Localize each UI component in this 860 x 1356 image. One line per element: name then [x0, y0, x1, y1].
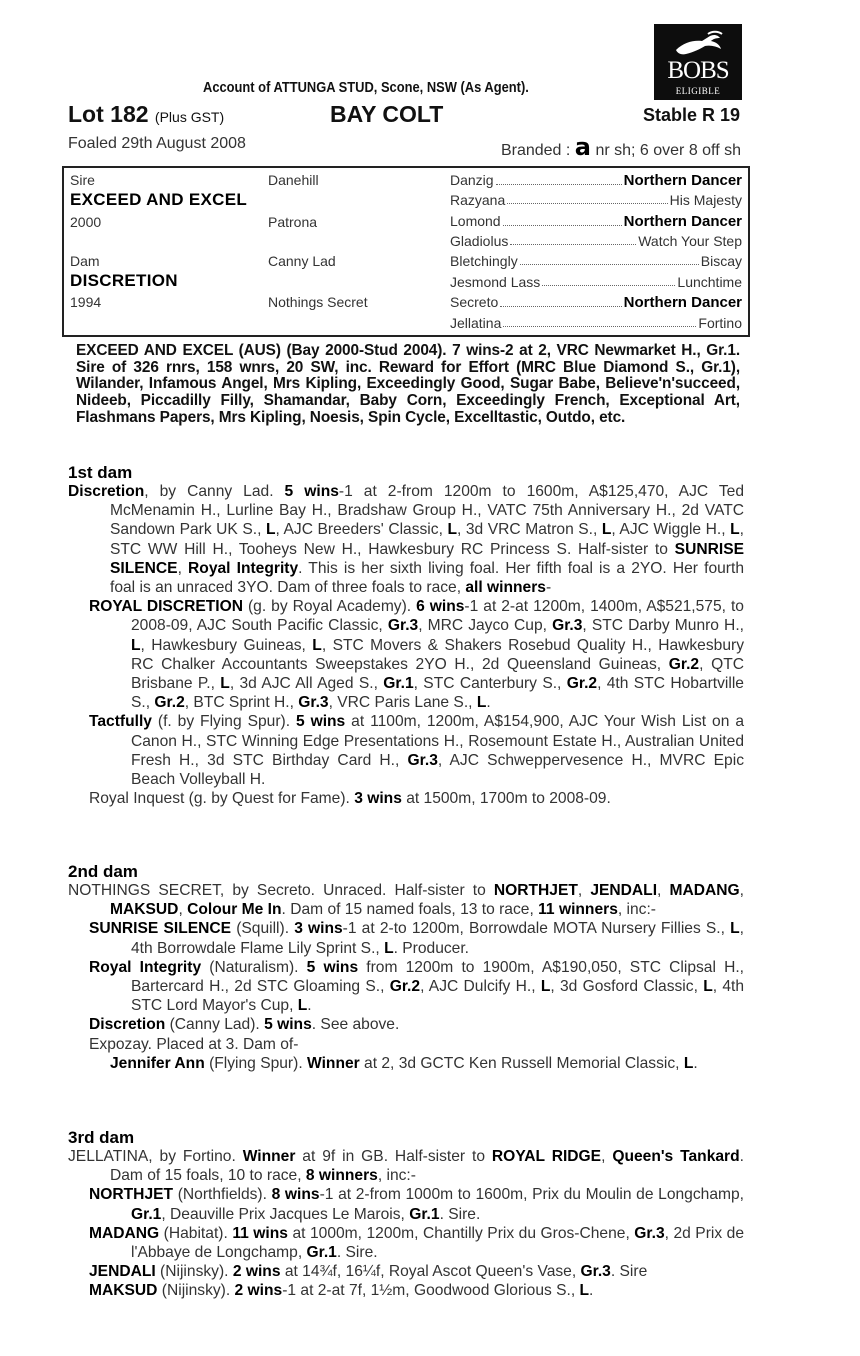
pedigree-table: [62, 166, 750, 337]
pedigree-gen3-row: [450, 233, 742, 249]
lot-number: [68, 101, 224, 128]
sire-label: Sire: [70, 172, 95, 188]
progeny-entry: Tactfully (f. by Flying Spur). 5 wins at 1100m, 1200m, A$154,900, AJC Your Wish List on a Canon H., STC Winning Edge Presentations H., Rosemount Estate H., Australian United Fresh H., 3d STC Birthday Card H., Gr.3, AJC Schweppervesence H., MVRC Epic Beach Volleyball H.: [89, 713, 744, 789]
section-heading: 2nd dam: [68, 862, 138, 881]
sire-name: EXCEED AND EXCEL: [70, 190, 248, 209]
gen3-left: Razyana: [450, 192, 506, 208]
progeny-entry: MADANG (Habitat). 11 wins at 1000m, 1200m, Chantilly Prix du Gros-Chene, Gr.3, 2d Prix de l'Abbaye de Longchamp, Gr.1. Sire.: [89, 1224, 745, 1262]
lot-gst-note: (Plus GST): [154, 109, 225, 125]
horse-head-icon: [672, 30, 724, 58]
dam-sire: Canny Lad: [268, 253, 336, 269]
horse-name: SUNRISE SILENCE: [89, 920, 232, 938]
horse-name: JENDALI: [89, 1263, 156, 1281]
dam-entry: Discretion, by Canny Lad. 5 wins-1 at 2-from 1200m to 1600m, A$125,470, AJC Ted McMenamin H., Lurline Bay H., Bradshaw Group H., VATC 75th Anniversary H., 2d VATC Sandown Park UK S., L, AJC Breeders' Classic, L, 3d VRC Matron S., L, AJC Wiggle H., L, STC WW Hill H., Tooheys New H., Hawkesbury RC Princess S. Half-sister to SUNRISE SILENCE, Royal Integrity. This is her sixth living foal. Her fifth foal is a 2YO. Her fourth foal is an unraced 3YO. Dam of three foals to race, all winners-: [68, 483, 744, 597]
gen3-right: Lunchtime: [677, 274, 742, 290]
progeny-entry: Discretion (Canny Lad). 5 wins. See above.: [89, 1016, 400, 1034]
gen3-left: Gladiolus: [450, 233, 509, 249]
progeny-entry: JENDALI (Nijinsky). 2 wins at 14¾f, 16¼f, Royal Ascot Queen's Vase, Gr.3. Sire: [89, 1263, 648, 1281]
progeny-entry: ROYAL DISCRETION (g. by Royal Academy). 6 wins-1 at 2-at 1200m, 1400m, A$521,575, to 2008-09, AJC South Pacific Classic, Gr.3, MRC Jayco Cup, Gr.3, STC Darby Munro H., L, Hawkesbury Guineas, L, STC Movers & Shakers Rosebud Quality H., Hawkesbury RC Chalker Accountants Sweepstakes 2YO H., 2d Queensland Guineas, Gr.2, QTC Brisbane P., L, 3d AJC All Aged S., Gr.1, STC Canterbury S., Gr.2, 4th STC Hobartville S., Gr.2, BTC Sprint H., Gr.3, VRC Paris Lane S., L.: [89, 598, 744, 712]
gen3-right: Watch Your Step: [638, 233, 742, 249]
gen3-left: Jellatina: [450, 315, 502, 331]
brand-glyph-icon: a: [574, 133, 591, 161]
gen3-right: Biscay: [700, 253, 742, 269]
third-dam-section: [68, 1128, 744, 1301]
horse-name: MADANG: [89, 1224, 160, 1242]
progeny-entry: Jennifer Ann (Flying Spur). Winner at 2, 3d GCTC Ken Russell Memorial Classic, L.: [110, 1054, 698, 1072]
pedigree-gen3-row: [450, 315, 742, 331]
lot-label: Lot 182: [68, 101, 149, 127]
sire-sire: Danehill: [268, 172, 319, 188]
progeny-entry: Royal Integrity (Naturalism). 5 wins from 1200m to 1900m, A$190,050, STC Clipsal H., Bartercard H., 2d STC Gloaming S., Gr.2, AJC Dulcify H., L, 3d Gosford Classic, L, 4th STC Lord Mayor's Cup, L.: [89, 958, 745, 1015]
stable-location: Stable R 19: [642, 105, 740, 125]
progeny-entry: Expozay. Placed at 3. Dam of-: [89, 1035, 299, 1053]
first-dam-section: [68, 463, 744, 808]
pedigree-gen3-row: [450, 274, 742, 290]
horse-name: Royal Integrity: [89, 958, 202, 976]
horse-description: BAY COLT: [330, 101, 444, 127]
logo-text-bobs: BOBS: [667, 57, 729, 84]
dam-label: Dam: [70, 253, 100, 269]
pedigree-gen3-row: [450, 192, 742, 208]
gen3-right: Northern Dancer: [623, 294, 742, 311]
dam-name: DISCRETION: [70, 271, 178, 290]
progeny-entry: NORTHJET (Northfields). 8 wins-1 at 2-from 1000m to 1600m, Prix du Moulin de Longchamp, Gr.1, Deauville Prix Jacques Le Marois, Gr.1. Sire.: [89, 1186, 744, 1223]
horse-name: Jennifer Ann: [110, 1054, 205, 1072]
progeny-entry: SUNRISE SILENCE (Squill). 3 wins-1 at 2-to 1200m, Borrowdale MOTA Nursery Fillies S., L, 4th Borrowdale Flame Lily Sprint S., L. Producer.: [89, 920, 744, 957]
dam-dam: Nothings Secret: [268, 294, 368, 310]
sire-dam: Patrona: [268, 214, 318, 230]
vendor-account: Account of ATTUNGA STUD, Scone, NSW (As Agent).: [203, 79, 529, 96]
gen3-left: Jesmond Lass: [450, 274, 541, 290]
dam-year: 1994: [70, 294, 102, 310]
section-heading: 1st dam: [68, 463, 133, 482]
sire-summary: EXCEED AND EXCEL (AUS) (Bay 2000-Stud 2004). 7 wins-2 at 2, VRC Newmarket H., Gr.1. Sire of 326 rnrs, 158 wnrs, 20 SW, inc. Reward for Effort (MRC Blue Diamond S., Gr.1), Wilander, Infamous Angel, Mrs Kipling, Exceedingly Good, Sugar Babe, Believe'n'succeed, Nideeb, Piccadilly Filly, Shamandar, Baby Corn, Exceedingly French, Exceptional Art, Flashmans Papers, Mrs Kipling, Noesis, Spin Cycle, Excelltastic, Outdo, etc.: [76, 342, 740, 426]
pedigree-gen3-row: [450, 172, 742, 189]
gen3-left: Danzig: [450, 172, 494, 188]
pedigree-gen3-row: [450, 213, 742, 230]
pedigree-gen3-row: [450, 294, 742, 311]
pedigree-gen3-row: [450, 253, 742, 269]
horse-name: Tactfully: [89, 713, 152, 731]
second-dam-section: [68, 862, 744, 1073]
horse-name: NORTHJET: [89, 1186, 174, 1204]
gen3-right: Fortino: [698, 315, 742, 331]
foaled-date: Foaled 29th August 2008: [68, 135, 246, 152]
branded-label: Branded :: [500, 142, 571, 159]
horse-name: Discretion: [89, 1016, 166, 1034]
sire-year: 2000: [70, 214, 102, 230]
horse-name: Discretion: [68, 483, 145, 500]
progeny-entry: MAKSUD (Nijinsky). 2 wins-1 at 2-at 7f, 1½m, Goodwood Glorious S., L.: [89, 1282, 594, 1300]
dam-entry: JELLATINA, by Fortino. Winner at 9f in GB. Half-sister to ROYAL RIDGE, Queen's Tankard. Dam of 15 foals, 10 to race, 8 winners, inc:-: [68, 1148, 744, 1185]
brand-info: [501, 133, 741, 161]
section-heading: 3rd dam: [68, 1128, 135, 1147]
dam-entry: NOTHINGS SECRET, by Secreto. Unraced. Half-sister to NORTHJET, JENDALI, MADANG, MAKSUD, Colour Me In. Dam of 15 named foals, 13 to race, 11 winners, inc:-: [68, 882, 744, 919]
progeny-entry: Royal Inquest (g. by Quest for Fame). 3 wins at 1500m, 1700m to 2008-09.: [89, 790, 611, 808]
branded-text: nr sh; 6 over 8 off sh: [595, 142, 741, 159]
logo-text-eligible: ELIGIBLE: [675, 86, 721, 96]
gen3-left: Bletchingly: [450, 253, 518, 269]
gen3-left: Lomond: [450, 213, 501, 229]
horse-name: MAKSUD: [89, 1282, 158, 1300]
bobs-eligible-logo: [654, 24, 742, 100]
gen3-right: His Majesty: [669, 192, 742, 208]
horse-name: ROYAL DISCRETION: [89, 598, 244, 616]
gen3-left: Secreto: [450, 294, 499, 310]
gen3-right: Northern Dancer: [623, 172, 742, 189]
gen3-right: Northern Dancer: [623, 213, 742, 230]
